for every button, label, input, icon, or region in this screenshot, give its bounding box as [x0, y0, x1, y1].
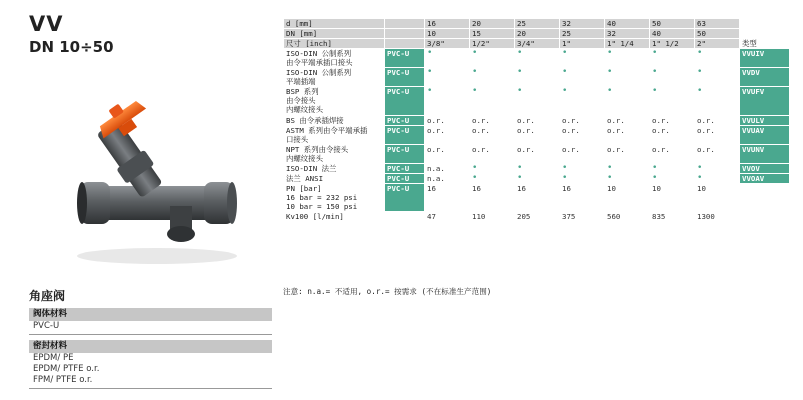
- material-badge: PVC-U: [385, 68, 425, 87]
- table-row: [284, 68, 790, 87]
- table-row: [284, 164, 790, 174]
- size-value: 1300: [695, 212, 740, 222]
- header-row: [284, 19, 790, 29]
- table-row: [284, 116, 790, 126]
- spec-seal-material: [29, 340, 272, 389]
- table-row: [284, 184, 790, 212]
- size-value: o.r.: [650, 145, 695, 164]
- header-value: 2": [695, 39, 740, 49]
- size-value: 47: [425, 212, 470, 222]
- size-value: o.r.: [560, 145, 605, 164]
- row-label-line: 由令平端承插口接头: [286, 58, 353, 67]
- row-label: [284, 87, 385, 116]
- row-label-line: ASTM 系列由令平端承插: [286, 126, 368, 135]
- size-value: •: [425, 87, 470, 116]
- type-code: VVULV: [740, 116, 790, 126]
- header-value: 1": [560, 39, 605, 49]
- size-value: 560: [605, 212, 650, 222]
- size-value: •: [515, 164, 560, 174]
- page-subtitle: DN 10÷50: [29, 38, 114, 56]
- size-value: •: [695, 49, 740, 68]
- header-value: 3/4": [515, 39, 560, 49]
- header-spacer: [385, 29, 425, 39]
- size-value: •: [560, 174, 605, 184]
- row-label: [284, 184, 385, 212]
- size-value: o.r.: [695, 145, 740, 164]
- header-value: 20: [515, 29, 560, 39]
- size-value: •: [650, 87, 695, 116]
- size-value: n.a.: [425, 164, 470, 174]
- size-value: •: [560, 49, 605, 68]
- size-value: 16: [425, 184, 470, 212]
- row-label-line: 法兰 ANSI: [286, 174, 324, 183]
- row-label-line: ISO-DIN 公制系列: [286, 68, 352, 77]
- size-value: o.r.: [695, 126, 740, 145]
- footnote: 注意: n.a.= 不适用, o.r.= 按需求 (不在标准生产范围): [283, 287, 492, 296]
- header-value: 40: [605, 19, 650, 29]
- size-value: •: [605, 68, 650, 87]
- header-label: d [mm]: [284, 19, 385, 29]
- type-code: VVUAV: [740, 126, 790, 145]
- dimension-table: [283, 18, 790, 222]
- size-value: •: [560, 164, 605, 174]
- size-value: •: [650, 164, 695, 174]
- row-label-line: Kv100 [l/min]: [286, 212, 344, 221]
- size-value: o.r.: [650, 116, 695, 126]
- type-code: VVOV: [740, 164, 790, 174]
- size-value: •: [695, 87, 740, 116]
- header-spacer: [385, 39, 425, 49]
- size-value: •: [695, 164, 740, 174]
- type-code: VVOAV: [740, 174, 790, 184]
- product-panel: [0, 0, 272, 400]
- table-row: [284, 174, 790, 184]
- size-value: •: [560, 87, 605, 116]
- row-label-line: 16 bar = 232 psi: [286, 193, 358, 202]
- header-value: 1" 1/2: [650, 39, 695, 49]
- header-value: 1" 1/4: [605, 39, 650, 49]
- size-value: •: [470, 164, 515, 174]
- size-value: 16: [470, 184, 515, 212]
- row-label: [284, 68, 385, 87]
- row-label: [284, 116, 385, 126]
- size-value: 16: [515, 184, 560, 212]
- spec-value: PVC-U: [33, 321, 60, 331]
- size-value: o.r.: [650, 126, 695, 145]
- header-label: 尺寸 [inch]: [284, 39, 385, 49]
- row-label-line: 内螺纹接头: [286, 154, 323, 163]
- material-badge: PVC-U: [385, 145, 425, 164]
- size-value: 835: [650, 212, 695, 222]
- row-label-line: 口接头: [286, 135, 309, 144]
- spec-value: EPDM/ PE: [33, 353, 74, 363]
- size-value: •: [515, 87, 560, 116]
- spec-body-material: [29, 308, 272, 335]
- row-label-line: BS 由令承插焊接: [286, 116, 344, 125]
- size-value: 10: [650, 184, 695, 212]
- size-value: •: [695, 174, 740, 184]
- page-title: VV: [29, 12, 64, 36]
- header-value: 32: [560, 19, 605, 29]
- size-value: o.r.: [470, 145, 515, 164]
- size-value: •: [515, 68, 560, 87]
- type-code: VVUIV: [740, 49, 790, 68]
- material-badge: PVC-U: [385, 87, 425, 116]
- size-value: •: [470, 174, 515, 184]
- size-value: •: [425, 49, 470, 68]
- size-value: 375: [560, 212, 605, 222]
- spec-value: EPDM/ PTFE o.r.: [33, 364, 100, 374]
- row-label-line: ISO-DIN 法兰: [286, 164, 337, 173]
- size-value: o.r.: [425, 126, 470, 145]
- row-label: [284, 174, 385, 184]
- size-value: o.r.: [560, 126, 605, 145]
- size-value: •: [605, 164, 650, 174]
- row-label-line: 由令接头: [286, 96, 316, 105]
- header-value: 50: [695, 29, 740, 39]
- spec-heading: 阀体材料: [29, 308, 272, 321]
- header-value: 40: [650, 29, 695, 39]
- header-value: 25: [560, 29, 605, 39]
- size-value: 10: [605, 184, 650, 212]
- size-value: o.r.: [605, 126, 650, 145]
- product-name: 角座阀: [29, 289, 66, 303]
- size-value: o.r.: [515, 145, 560, 164]
- size-value: •: [650, 174, 695, 184]
- size-value: o.r.: [515, 116, 560, 126]
- size-value: •: [605, 87, 650, 116]
- size-value: n.a.: [425, 174, 470, 184]
- size-value: •: [605, 174, 650, 184]
- size-value: •: [470, 49, 515, 68]
- size-value: •: [560, 68, 605, 87]
- table-row: [284, 212, 790, 222]
- type-code: VVUNV: [740, 145, 790, 164]
- size-value: 205: [515, 212, 560, 222]
- row-label-line: 10 bar = 150 psi: [286, 202, 358, 211]
- size-value: o.r.: [515, 126, 560, 145]
- size-value: •: [605, 49, 650, 68]
- size-value: o.r.: [695, 116, 740, 126]
- type-code: VVUFV: [740, 87, 790, 116]
- size-value: o.r.: [470, 116, 515, 126]
- size-value: •: [515, 49, 560, 68]
- table-row: [284, 87, 790, 116]
- spec-value: FPM/ PTFE o.r.: [33, 375, 93, 385]
- material-badge: PVC-U: [385, 126, 425, 145]
- header-spacer: [385, 19, 425, 29]
- size-value: •: [650, 49, 695, 68]
- row-label-line: 内螺纹接头: [286, 105, 323, 114]
- size-value: o.r.: [605, 145, 650, 164]
- table-row: [284, 126, 790, 145]
- type-code: [740, 184, 790, 212]
- row-label-line: BSP 系列: [286, 87, 319, 96]
- type-code: VVDV: [740, 68, 790, 87]
- type-code: [740, 212, 790, 222]
- row-label-line: PN [bar]: [286, 184, 322, 193]
- size-value: 16: [560, 184, 605, 212]
- row-label-line: ISO-DIN 公制系列: [286, 49, 352, 58]
- material-badge: PVC-U: [385, 49, 425, 68]
- size-value: •: [425, 68, 470, 87]
- table-row: [284, 49, 790, 68]
- row-label-line: NPT 系列由令接头: [286, 145, 349, 154]
- material-badge: [385, 212, 425, 222]
- table-row: [284, 145, 790, 164]
- size-value: •: [695, 68, 740, 87]
- size-value: o.r.: [425, 116, 470, 126]
- header-value: 50: [650, 19, 695, 29]
- header-type-label: [740, 19, 790, 29]
- size-value: o.r.: [605, 116, 650, 126]
- header-type-label: 类型: [740, 39, 790, 49]
- header-value: 63: [695, 19, 740, 29]
- size-value: •: [650, 68, 695, 87]
- header-type-label: [740, 29, 790, 39]
- header-value: 3/8": [425, 39, 470, 49]
- header-value: 20: [470, 19, 515, 29]
- row-label: [284, 164, 385, 174]
- size-value: o.r.: [470, 126, 515, 145]
- row-label-line: 平端插端: [286, 77, 316, 86]
- header-value: 15: [470, 29, 515, 39]
- row-label: [284, 212, 385, 222]
- row-label: [284, 145, 385, 164]
- row-label: [284, 49, 385, 68]
- size-value: •: [470, 87, 515, 116]
- material-badge: PVC-U: [385, 174, 425, 184]
- header-value: 25: [515, 19, 560, 29]
- angle-valve-image: [72, 88, 242, 268]
- header-value: 1/2": [470, 39, 515, 49]
- size-value: o.r.: [425, 145, 470, 164]
- material-badge: PVC-U: [385, 116, 425, 126]
- size-value: •: [515, 174, 560, 184]
- header-row: [284, 39, 790, 49]
- header-value: 10: [425, 29, 470, 39]
- header-value: 16: [425, 19, 470, 29]
- size-value: 10: [695, 184, 740, 212]
- size-value: •: [470, 68, 515, 87]
- header-row: [284, 29, 790, 39]
- header-value: 32: [605, 29, 650, 39]
- row-label: [284, 126, 385, 145]
- spec-heading: 密封材料: [29, 340, 272, 353]
- size-value: 110: [470, 212, 515, 222]
- size-value: o.r.: [560, 116, 605, 126]
- material-badge: PVC-U: [385, 164, 425, 174]
- header-label: DN [mm]: [284, 29, 385, 39]
- material-badge: PVC-U: [385, 184, 425, 212]
